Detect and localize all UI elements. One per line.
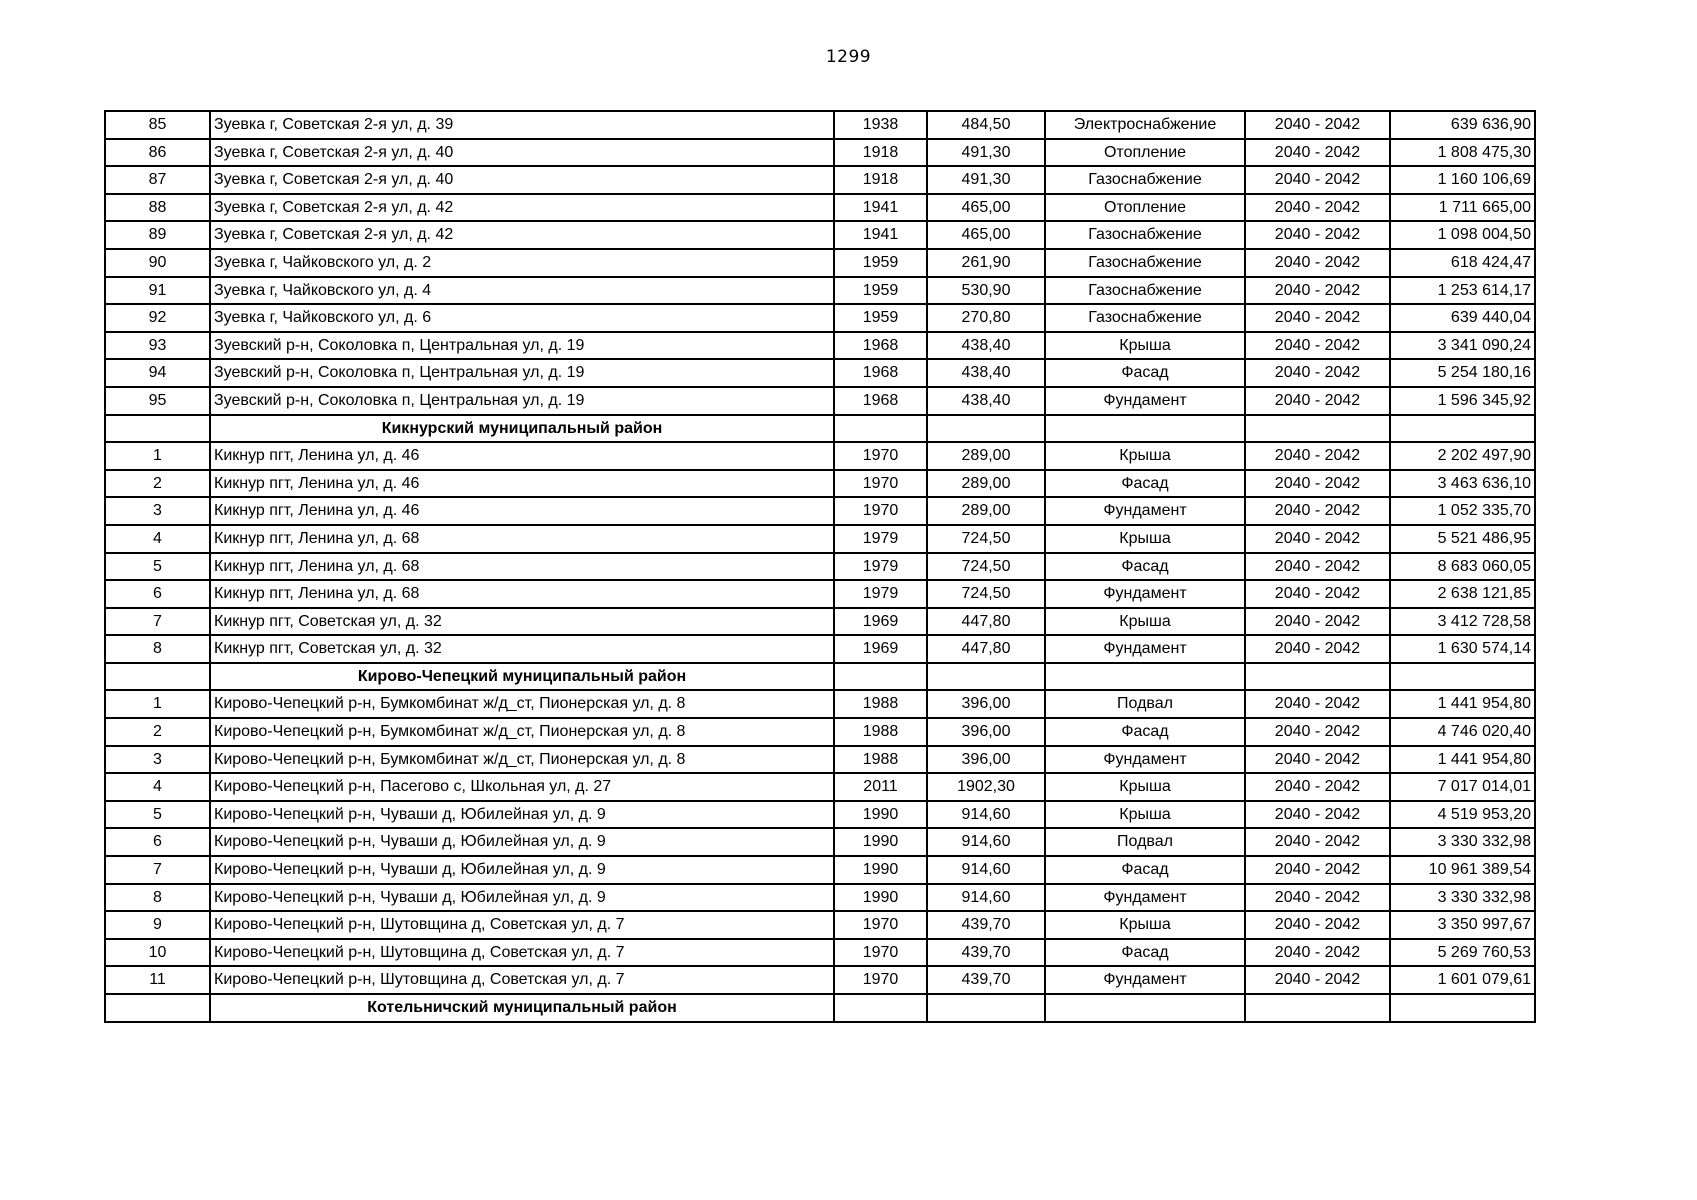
row-number: 85: [105, 111, 210, 139]
building-area: 1902,30: [927, 773, 1045, 801]
repair-work-type: Фасад: [1045, 856, 1245, 884]
construction-year: 1941: [834, 221, 927, 249]
construction-year: 1969: [834, 635, 927, 663]
repair-period: 2040 - 2042: [1245, 442, 1390, 470]
repair-work-type: Фундамент: [1045, 966, 1245, 994]
empty-cell: [1245, 994, 1390, 1022]
building-area: 447,80: [927, 608, 1045, 636]
repair-period: 2040 - 2042: [1245, 249, 1390, 277]
building-address: Кирово-Чепецкий р-н, Бумкомбинат ж/д_ст, Пионерская ул, д. 8: [210, 746, 834, 774]
construction-year: 1970: [834, 911, 927, 939]
row-number: 7: [105, 608, 210, 636]
row-number: 2: [105, 718, 210, 746]
repair-work-type: Фундамент: [1045, 635, 1245, 663]
table-row: [105, 525, 1535, 553]
repair-cost: 1 160 106,69: [1390, 166, 1535, 194]
table-row: [105, 746, 1535, 774]
building-address: Зуевский р-н, Соколовка п, Центральная ул, д. 19: [210, 387, 834, 415]
repair-cost: 618 424,47: [1390, 249, 1535, 277]
repair-work-type: Газоснабжение: [1045, 304, 1245, 332]
building-area: 491,30: [927, 166, 1045, 194]
table-row: [105, 442, 1535, 470]
repair-period: 2040 - 2042: [1245, 773, 1390, 801]
table-row: [105, 856, 1535, 884]
construction-year: 1959: [834, 304, 927, 332]
repair-cost: 1 441 954,80: [1390, 690, 1535, 718]
repair-work-type: Фасад: [1045, 718, 1245, 746]
construction-year: 1970: [834, 470, 927, 498]
building-area: 289,00: [927, 442, 1045, 470]
row-number: 9: [105, 911, 210, 939]
building-area: 914,60: [927, 856, 1045, 884]
row-number: 93: [105, 332, 210, 360]
table-row: [105, 277, 1535, 305]
table-row: [105, 111, 1535, 139]
construction-year: 1970: [834, 939, 927, 967]
construction-year: 1941: [834, 194, 927, 222]
repair-cost: 5 521 486,95: [1390, 525, 1535, 553]
table-row: [105, 332, 1535, 360]
repair-work-type: Крыша: [1045, 525, 1245, 553]
empty-cell: [1045, 663, 1245, 691]
building-address: Кикнур пгт, Ленина ул, д. 68: [210, 525, 834, 553]
repair-cost: 4 519 953,20: [1390, 801, 1535, 829]
construction-year: 1988: [834, 690, 927, 718]
building-address: Зуевка г, Советская 2-я ул, д. 42: [210, 221, 834, 249]
building-area: 270,80: [927, 304, 1045, 332]
building-area: 465,00: [927, 221, 1045, 249]
row-number: 6: [105, 580, 210, 608]
construction-year: 1970: [834, 966, 927, 994]
construction-year: 1918: [834, 166, 927, 194]
table-row: [105, 387, 1535, 415]
empty-cell: [1045, 415, 1245, 443]
repair-work-type: Крыша: [1045, 911, 1245, 939]
repair-period: 2040 - 2042: [1245, 718, 1390, 746]
repair-period: 2040 - 2042: [1245, 856, 1390, 884]
building-address: Кикнур пгт, Ленина ул, д. 68: [210, 553, 834, 581]
repair-work-type: Газоснабжение: [1045, 277, 1245, 305]
building-address: Кирово-Чепецкий р-н, Шутовщина д, Советская ул, д. 7: [210, 939, 834, 967]
construction-year: 1990: [834, 884, 927, 912]
repair-period: 2040 - 2042: [1245, 387, 1390, 415]
building-area: 447,80: [927, 635, 1045, 663]
row-number: 1: [105, 690, 210, 718]
repair-work-type: Газоснабжение: [1045, 221, 1245, 249]
row-number: 1: [105, 442, 210, 470]
repair-period: 2040 - 2042: [1245, 497, 1390, 525]
construction-year: 1979: [834, 525, 927, 553]
repair-period: 2040 - 2042: [1245, 139, 1390, 167]
building-address: Кирово-Чепецкий р-н, Бумкомбинат ж/д_ст, Пионерская ул, д. 8: [210, 718, 834, 746]
building-address: Зуевка г, Чайковского ул, д. 2: [210, 249, 834, 277]
repair-work-type: Фасад: [1045, 470, 1245, 498]
repair-cost: 3 463 636,10: [1390, 470, 1535, 498]
repair-cost: 1 601 079,61: [1390, 966, 1535, 994]
building-address: Кирово-Чепецкий р-н, Чуваши д, Юбилейная ул, д. 9: [210, 856, 834, 884]
empty-cell: [1245, 663, 1390, 691]
repair-cost: 3 330 332,98: [1390, 884, 1535, 912]
building-area: 438,40: [927, 359, 1045, 387]
repair-work-type: Фундамент: [1045, 497, 1245, 525]
table-row: [105, 773, 1535, 801]
repair-cost: 1 596 345,92: [1390, 387, 1535, 415]
repair-work-type: Фасад: [1045, 553, 1245, 581]
building-area: 439,70: [927, 939, 1045, 967]
construction-year: 1988: [834, 746, 927, 774]
table-row: [105, 718, 1535, 746]
repair-work-type: Газоснабжение: [1045, 249, 1245, 277]
table-row: [105, 470, 1535, 498]
construction-year: 1979: [834, 553, 927, 581]
table-body: [105, 111, 1535, 1022]
table-row: [105, 194, 1535, 222]
building-address: Зуевский р-н, Соколовка п, Центральная ул, д. 19: [210, 359, 834, 387]
repair-cost: 10 961 389,54: [1390, 856, 1535, 884]
building-area: 261,90: [927, 249, 1045, 277]
row-number: 3: [105, 497, 210, 525]
building-area: 914,60: [927, 828, 1045, 856]
repair-cost: 1 808 475,30: [1390, 139, 1535, 167]
empty-cell: [927, 994, 1045, 1022]
repair-work-type: Подвал: [1045, 828, 1245, 856]
repair-cost: 2 638 121,85: [1390, 580, 1535, 608]
repair-work-type: Фасад: [1045, 359, 1245, 387]
building-address: Кирово-Чепецкий р-н, Чуваши д, Юбилейная ул, д. 9: [210, 884, 834, 912]
page-number: 1299: [825, 47, 872, 67]
repair-work-type: Крыша: [1045, 801, 1245, 829]
repair-cost: 3 412 728,58: [1390, 608, 1535, 636]
repair-period: 2040 - 2042: [1245, 166, 1390, 194]
repair-cost: 5 269 760,53: [1390, 939, 1535, 967]
building-area: 439,70: [927, 911, 1045, 939]
district-title: Кикнурский муниципальный район: [210, 415, 834, 443]
table-row: [105, 249, 1535, 277]
table-row: [105, 884, 1535, 912]
repair-work-type: Крыша: [1045, 332, 1245, 360]
repair-period: 2040 - 2042: [1245, 690, 1390, 718]
building-area: 289,00: [927, 497, 1045, 525]
building-address: Кикнур пгт, Ленина ул, д. 46: [210, 470, 834, 498]
row-number: 6: [105, 828, 210, 856]
building-address: Зуевка г, Советская 2-я ул, д. 40: [210, 166, 834, 194]
construction-year: 1968: [834, 332, 927, 360]
empty-cell: [1390, 663, 1535, 691]
building-area: 396,00: [927, 718, 1045, 746]
building-address: Кирово-Чепецкий р-н, Чуваши д, Юбилейная ул, д. 9: [210, 828, 834, 856]
repair-work-type: Подвал: [1045, 690, 1245, 718]
building-area: 914,60: [927, 884, 1045, 912]
construction-year: 1918: [834, 139, 927, 167]
building-address: Зуевка г, Чайковского ул, д. 4: [210, 277, 834, 305]
row-number: 87: [105, 166, 210, 194]
repair-work-type: Фасад: [1045, 939, 1245, 967]
table-row: [105, 221, 1535, 249]
empty-cell: [927, 415, 1045, 443]
building-area: 289,00: [927, 470, 1045, 498]
row-number: 94: [105, 359, 210, 387]
repair-period: 2040 - 2042: [1245, 608, 1390, 636]
empty-cell: [834, 663, 927, 691]
repair-work-type: Фундамент: [1045, 884, 1245, 912]
empty-cell: [927, 663, 1045, 691]
building-address: Зуевка г, Чайковского ул, д. 6: [210, 304, 834, 332]
repair-work-type: Отопление: [1045, 139, 1245, 167]
repair-period: 2040 - 2042: [1245, 884, 1390, 912]
row-number: 91: [105, 277, 210, 305]
district-section-row: [105, 994, 1535, 1022]
construction-year: 1938: [834, 111, 927, 139]
construction-year: 1988: [834, 718, 927, 746]
table-row: [105, 690, 1535, 718]
repair-cost: 8 683 060,05: [1390, 553, 1535, 581]
building-area: 439,70: [927, 966, 1045, 994]
construction-year: 2011: [834, 773, 927, 801]
repair-cost: 7 017 014,01: [1390, 773, 1535, 801]
repair-period: 2040 - 2042: [1245, 911, 1390, 939]
repair-work-type: Крыша: [1045, 773, 1245, 801]
district-section-row: [105, 415, 1535, 443]
repair-cost: 1 052 335,70: [1390, 497, 1535, 525]
repair-cost: 2 202 497,90: [1390, 442, 1535, 470]
repair-period: 2040 - 2042: [1245, 470, 1390, 498]
row-number: 4: [105, 773, 210, 801]
repair-cost: 639 440,04: [1390, 304, 1535, 332]
row-number: 2: [105, 470, 210, 498]
table-row: [105, 139, 1535, 167]
repair-period: 2040 - 2042: [1245, 359, 1390, 387]
repair-work-type: Газоснабжение: [1045, 166, 1245, 194]
table-row: [105, 304, 1535, 332]
row-number: 92: [105, 304, 210, 332]
building-address: Зуевка г, Советская 2-я ул, д. 39: [210, 111, 834, 139]
row-number: 7: [105, 856, 210, 884]
table-row: [105, 828, 1535, 856]
district-section-row: [105, 663, 1535, 691]
repair-work-type: Отопление: [1045, 194, 1245, 222]
repair-cost: 3 350 997,67: [1390, 911, 1535, 939]
repair-period: 2040 - 2042: [1245, 553, 1390, 581]
building-address: Зуевка г, Советская 2-я ул, д. 40: [210, 139, 834, 167]
repair-period: 2040 - 2042: [1245, 635, 1390, 663]
repair-period: 2040 - 2042: [1245, 221, 1390, 249]
repair-cost: 4 746 020,40: [1390, 718, 1535, 746]
repair-work-type: Фундамент: [1045, 580, 1245, 608]
table-row: [105, 966, 1535, 994]
row-number: 11: [105, 966, 210, 994]
building-address: Кикнур пгт, Советская ул, д. 32: [210, 608, 834, 636]
repair-work-type: Электроснабжение: [1045, 111, 1245, 139]
construction-year: 1990: [834, 801, 927, 829]
repair-cost: 1 253 614,17: [1390, 277, 1535, 305]
empty-cell: [105, 663, 210, 691]
building-area: 484,50: [927, 111, 1045, 139]
table-row: [105, 497, 1535, 525]
empty-cell: [1045, 994, 1245, 1022]
empty-cell: [834, 415, 927, 443]
row-number: 3: [105, 746, 210, 774]
building-address: Кикнур пгт, Ленина ул, д. 46: [210, 442, 834, 470]
empty-cell: [834, 994, 927, 1022]
building-address: Кикнур пгт, Ленина ул, д. 68: [210, 580, 834, 608]
row-number: 10: [105, 939, 210, 967]
construction-year: 1990: [834, 856, 927, 884]
building-address: Зуевский р-н, Соколовка п, Центральная ул, д. 19: [210, 332, 834, 360]
repair-cost: 1 098 004,50: [1390, 221, 1535, 249]
repair-period: 2040 - 2042: [1245, 277, 1390, 305]
construction-year: 1979: [834, 580, 927, 608]
repair-cost: 3 330 332,98: [1390, 828, 1535, 856]
table-row: [105, 939, 1535, 967]
repair-period: 2040 - 2042: [1245, 801, 1390, 829]
row-number: 86: [105, 139, 210, 167]
repair-work-type: Крыша: [1045, 608, 1245, 636]
repair-period: 2040 - 2042: [1245, 194, 1390, 222]
table-row: [105, 580, 1535, 608]
building-address: Кирово-Чепецкий р-н, Бумкомбинат ж/д_ст, Пионерская ул, д. 8: [210, 690, 834, 718]
repair-period: 2040 - 2042: [1245, 966, 1390, 994]
construction-year: 1959: [834, 277, 927, 305]
row-number: 8: [105, 635, 210, 663]
repair-period: 2040 - 2042: [1245, 304, 1390, 332]
table-row: [105, 608, 1535, 636]
table-row: [105, 166, 1535, 194]
building-area: 724,50: [927, 580, 1045, 608]
table-row: [105, 359, 1535, 387]
building-address: Зуевка г, Советская 2-я ул, д. 42: [210, 194, 834, 222]
repair-period: 2040 - 2042: [1245, 525, 1390, 553]
building-area: 396,00: [927, 746, 1045, 774]
repair-cost: 639 636,90: [1390, 111, 1535, 139]
building-area: 724,50: [927, 525, 1045, 553]
building-area: 724,50: [927, 553, 1045, 581]
construction-year: 1968: [834, 359, 927, 387]
row-number: 90: [105, 249, 210, 277]
repair-cost: 3 341 090,24: [1390, 332, 1535, 360]
construction-year: 1970: [834, 497, 927, 525]
building-address: Кирово-Чепецкий р-н, Шутовщина д, Советская ул, д. 7: [210, 911, 834, 939]
table-row: [105, 553, 1535, 581]
table-row: [105, 801, 1535, 829]
repair-work-type: Крыша: [1045, 442, 1245, 470]
repair-cost: 5 254 180,16: [1390, 359, 1535, 387]
building-area: 465,00: [927, 194, 1045, 222]
row-number: 8: [105, 884, 210, 912]
row-number: 4: [105, 525, 210, 553]
table-row: [105, 635, 1535, 663]
repair-cost: 1 630 574,14: [1390, 635, 1535, 663]
building-area: 438,40: [927, 387, 1045, 415]
row-number: 88: [105, 194, 210, 222]
empty-cell: [105, 994, 210, 1022]
construction-year: 1990: [834, 828, 927, 856]
capital-repair-table: [104, 110, 1536, 1023]
repair-period: 2040 - 2042: [1245, 828, 1390, 856]
construction-year: 1959: [834, 249, 927, 277]
building-area: 438,40: [927, 332, 1045, 360]
row-number: 95: [105, 387, 210, 415]
construction-year: 1969: [834, 608, 927, 636]
repair-work-type: Фундамент: [1045, 387, 1245, 415]
repair-period: 2040 - 2042: [1245, 746, 1390, 774]
district-title: Кирово-Чепецкий муниципальный район: [210, 663, 834, 691]
row-number: 89: [105, 221, 210, 249]
empty-cell: [1390, 415, 1535, 443]
building-address: Кикнур пгт, Ленина ул, д. 46: [210, 497, 834, 525]
empty-cell: [1390, 994, 1535, 1022]
building-address: Кирово-Чепецкий р-н, Чуваши д, Юбилейная ул, д. 9: [210, 801, 834, 829]
building-area: 914,60: [927, 801, 1045, 829]
row-number: 5: [105, 553, 210, 581]
district-title: Котельничский муниципальный район: [210, 994, 834, 1022]
repair-period: 2040 - 2042: [1245, 939, 1390, 967]
empty-cell: [105, 415, 210, 443]
repair-cost: 1 441 954,80: [1390, 746, 1535, 774]
repair-work-type: Фундамент: [1045, 746, 1245, 774]
building-area: 396,00: [927, 690, 1045, 718]
building-address: Кирово-Чепецкий р-н, Шутовщина д, Советская ул, д. 7: [210, 966, 834, 994]
construction-year: 1968: [834, 387, 927, 415]
building-area: 530,90: [927, 277, 1045, 305]
repair-cost: 1 711 665,00: [1390, 194, 1535, 222]
empty-cell: [1245, 415, 1390, 443]
repair-period: 2040 - 2042: [1245, 332, 1390, 360]
building-address: Кикнур пгт, Советская ул, д. 32: [210, 635, 834, 663]
row-number: 5: [105, 801, 210, 829]
construction-year: 1970: [834, 442, 927, 470]
table-row: [105, 911, 1535, 939]
building-area: 491,30: [927, 139, 1045, 167]
building-address: Кирово-Чепецкий р-н, Пасегово с, Школьная ул, д. 27: [210, 773, 834, 801]
repair-period: 2040 - 2042: [1245, 580, 1390, 608]
repair-period: 2040 - 2042: [1245, 111, 1390, 139]
